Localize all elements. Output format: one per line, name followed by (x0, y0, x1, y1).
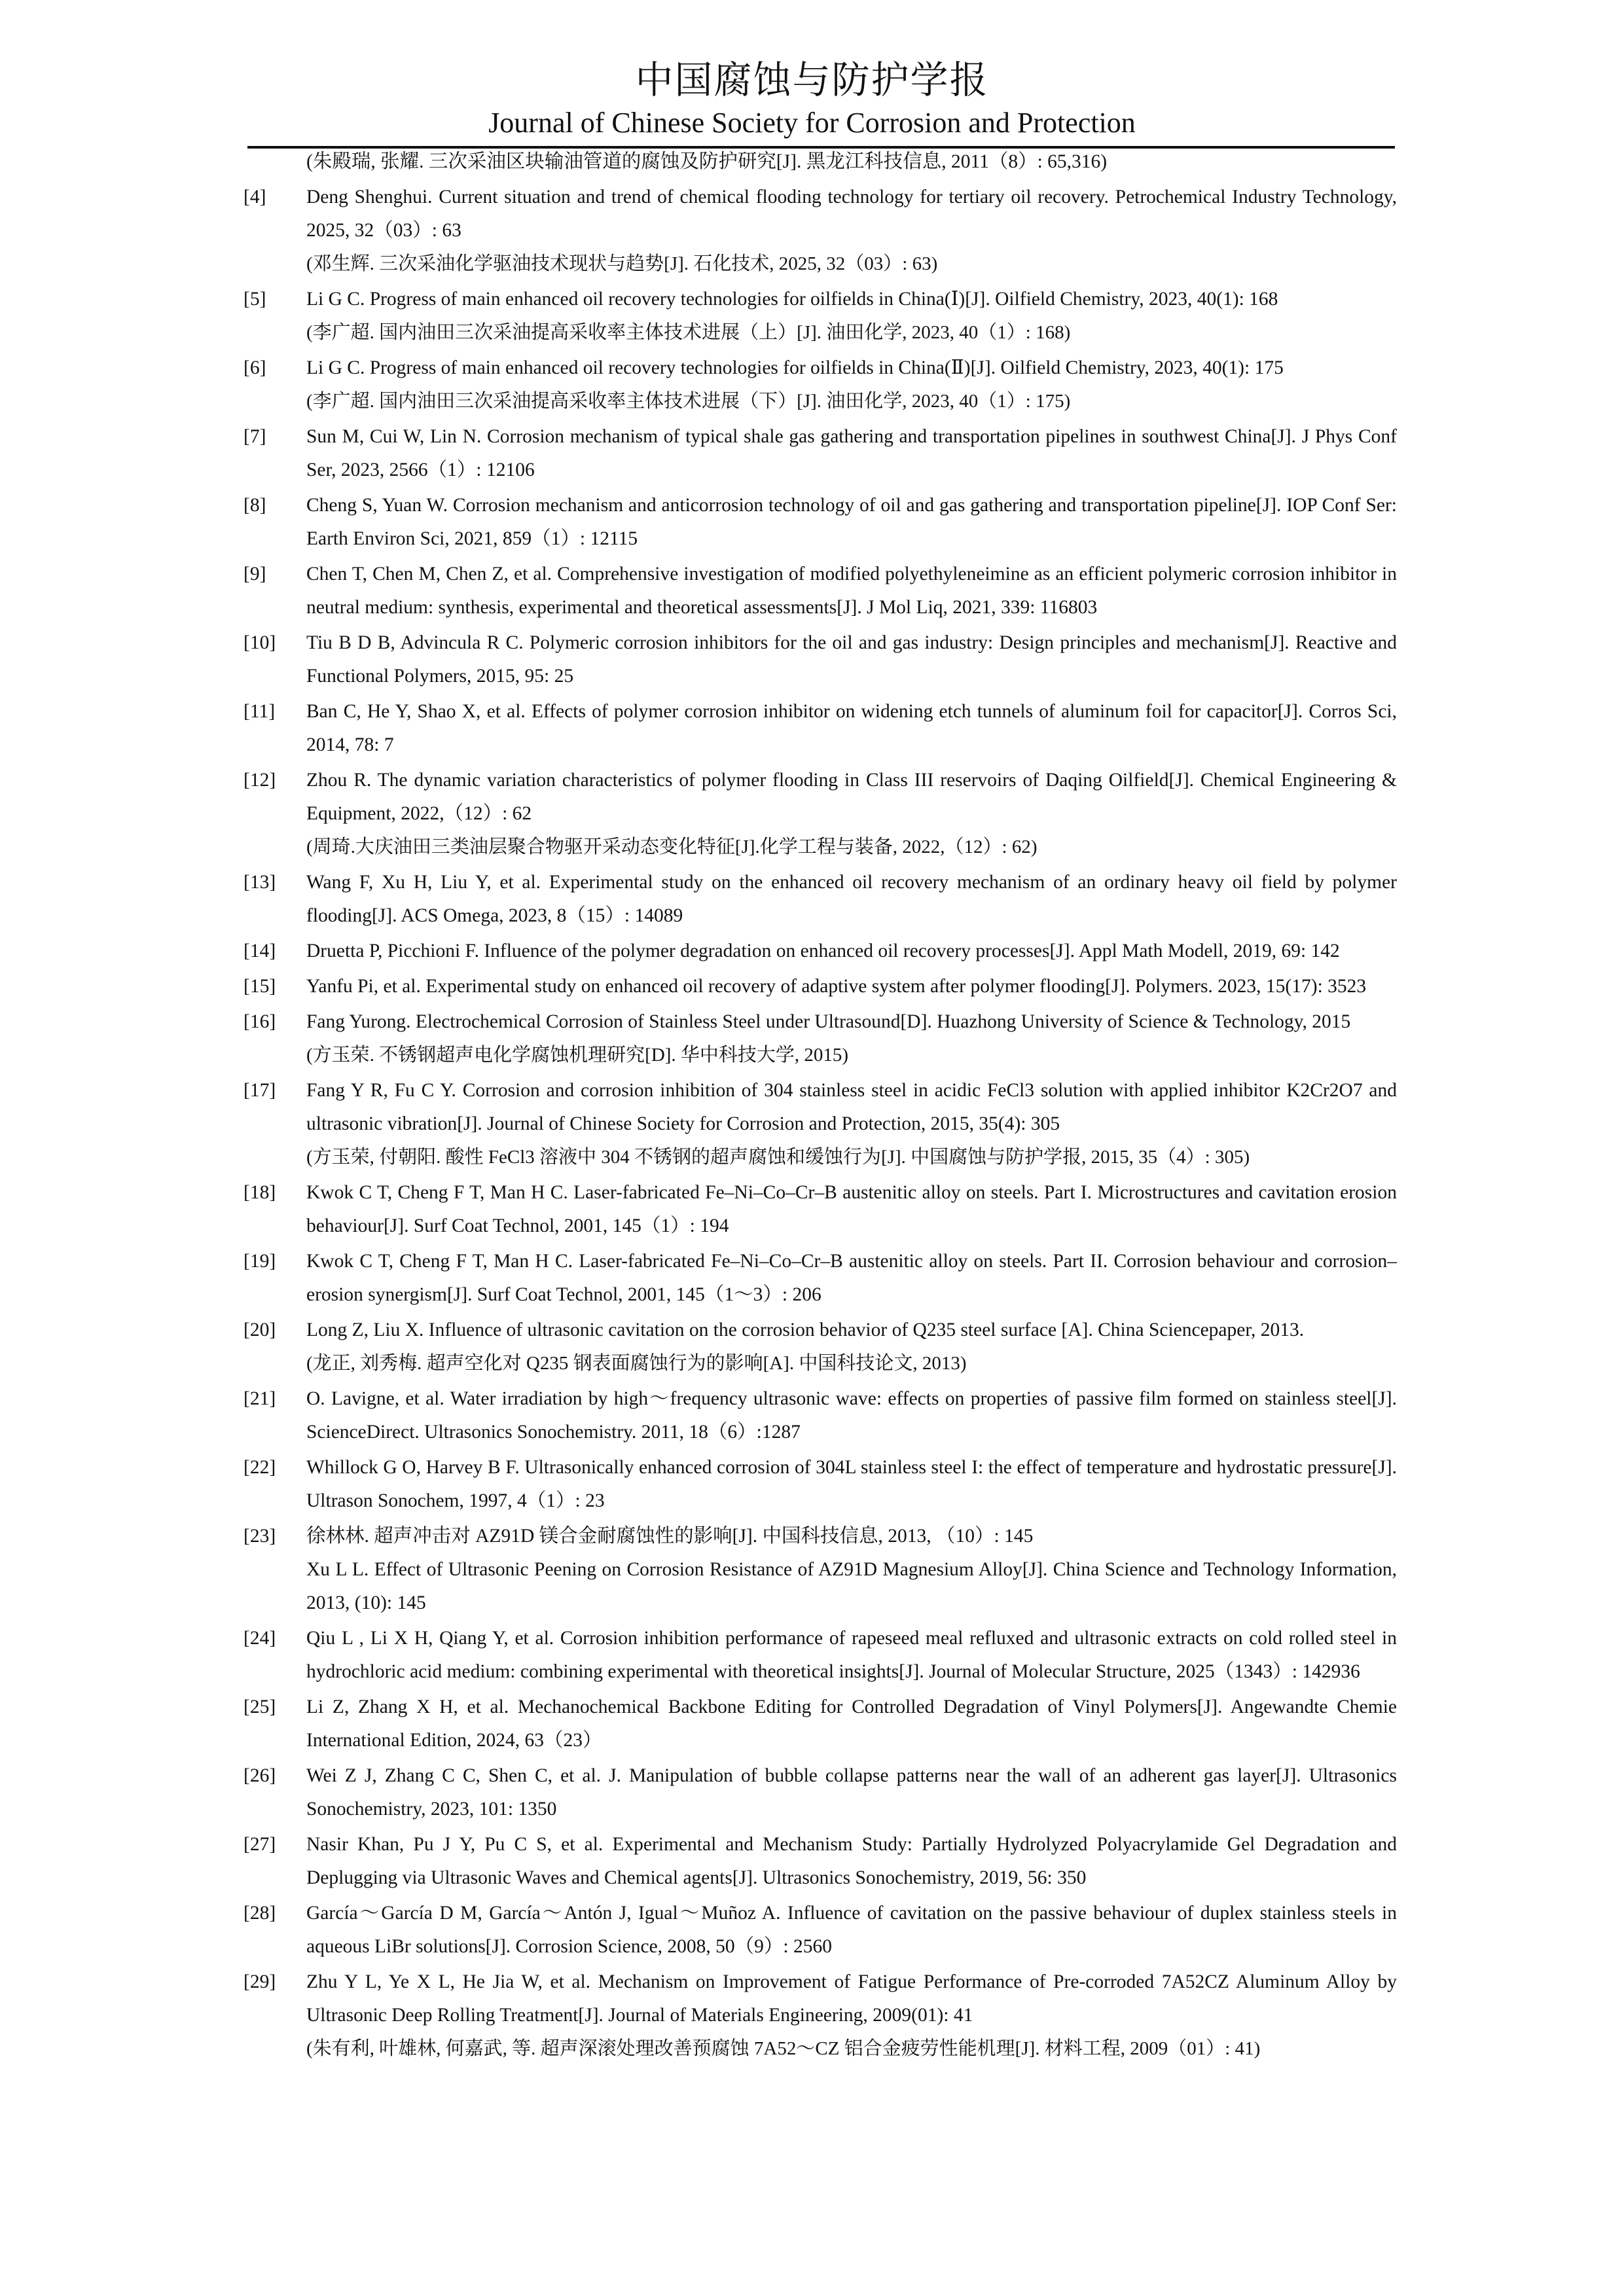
reference-chinese-citation: (李广超. 国内油田三次采油提高采收率主体技术进展（上）[J]. 油田化学, 2023, 40（1）: 168) (306, 322, 1071, 343)
reference-item (244, 1520, 1397, 1620)
reference-item (244, 283, 1397, 350)
reference-number: [27] (244, 1834, 276, 1855)
reference-body (306, 489, 1397, 556)
reference-number: [13] (244, 872, 276, 893)
reference-body (306, 1897, 1397, 1964)
reference-body (306, 420, 1397, 487)
reference-chinese-citation: (龙正, 刘秀梅. 超声空化对 Q235 钢表面腐蚀行为的影响[A]. 中国科技论文, 2013) (306, 1353, 967, 1374)
reference-body (306, 1382, 1397, 1449)
reference-body (306, 1314, 1397, 1380)
reference-body (306, 1828, 1397, 1895)
reference-item (244, 1965, 1397, 2066)
reference-text: Chen T, Chen M, Chen Z, et al. Comprehensive investigation of modified polyethyleneimine as an efficient polymeric corrosion inhibitor in neutral medium: synthesis, experimental and theoretical assessments[J]. J Mol Liq, 2021, 339: 116803 (306, 564, 1397, 618)
reference-number: [21] (244, 1388, 276, 1409)
reference-text: Whillock G O, Harvey B F. Ultrasonically enhanced corrosion of 304L stainless steel I: the effect of temperature and hydrostatic pressure[J]. Ultrason Sonochem, 1997, 4（1）: 23 (306, 1457, 1397, 1511)
reference-item (244, 1245, 1397, 1312)
reference-body (306, 764, 1397, 864)
reference-item (244, 1897, 1397, 1964)
reference-number: [14] (244, 941, 276, 961)
reference-text: Li G C. Progress of main enhanced oil recovery technologies for oilfields in China(Ⅱ)[J]. Oilfield Chemistry, 2023, 40(1): 175 (306, 357, 1284, 378)
reference-number: [18] (244, 1182, 276, 1203)
reference-item (244, 866, 1397, 933)
reference-item (244, 935, 1397, 968)
reference-item (244, 1176, 1397, 1243)
reference-text: Long Z, Liu X. Influence of ultrasonic cavitation on the corrosion behavior of Q235 steel surface [A]. China Sciencepaper, 2013. (306, 1319, 1305, 1340)
reference-number: [6] (244, 357, 266, 378)
reference-text: Tiu B D B, Advincula R C. Polymeric corrosion inhibitors for the oil and gas industry: Design principles and mechanism[J]. Reactive and Functional Polymers, 2015, 95: 25 (306, 632, 1397, 687)
reference-number: [7] (244, 426, 266, 447)
reference-body (306, 1176, 1397, 1243)
reference-body (306, 1691, 1397, 1757)
reference-body (306, 1622, 1397, 1689)
reference-text: 徐林林. 超声冲击对 AZ91D 镁合金耐腐蚀性的影响[J]. 中国科技信息, 2013, （10）: 145 (306, 1526, 1034, 1547)
reference-text: Yanfu Pi, et al. Experimental study on enhanced oil recovery of adaptive system after polymer flooding[J]. Polymers. 2023, 15(17): 3523 (306, 976, 1367, 997)
reference-continuation-text: (朱殿瑞, 张耀. 三次采油区块输油管道的腐蚀及防护研究[J]. 黑龙江科技信息, 2011（8）: 65,316) (306, 151, 1108, 172)
reference-text: Li G C. Progress of main enhanced oil recovery technologies for oilfields in China(Ⅰ)[J]. Oilfield Chemistry, 2023, 40(1): 168 (306, 289, 1278, 310)
reference-body (306, 970, 1397, 1003)
reference-body (306, 866, 1397, 933)
reference-text: Qiu L , Li X H, Qiang Y, et al. Corrosion inhibition performance of rapeseed meal refluxed and ultrasonic extracts on cold rolled steel in hydrochloric acid medium: combining experimental with theoretical insights[J]. Journal of Molecular Structure, 2025（1343）: 142936 (306, 1628, 1397, 1682)
reference-item (244, 1828, 1397, 1895)
reference-item (244, 695, 1397, 762)
reference-number: [24] (244, 1628, 276, 1649)
reference-number: [8] (244, 495, 266, 516)
reference-text: Zhou R. The dynamic variation characteristics of polymer flooding in Class III reservoirs of Daqing Oilfield[J]. Chemical Engineering & Equipment, 2022,（12）: 62 (306, 770, 1397, 824)
reference-text: García～García D M, García～Antón J, Igual～Muñoz A. Influence of cavitation on the passive behaviour of duplex stainless steels in aqueous LiBr solutions[J]. Corrosion Science, 2008, 50（9）: 2560 (306, 1903, 1397, 1957)
reference-body (306, 1965, 1397, 2066)
reference-body (306, 1759, 1397, 1826)
reference-chinese-citation: (李广超. 国内油田三次采油提高采收率主体技术进展（下）[J]. 油田化学, 2023, 40（1）: 175) (306, 391, 1071, 412)
reference-chinese-citation: (周琦.大庆油田三类油层聚合物驱开采动态变化特征[J].化学工程与装备, 2022,（12）: 62) (306, 836, 1038, 857)
reference-body (306, 283, 1397, 350)
reference-text: Fang Yurong. Electrochemical Corrosion of Stainless Steel under Ultrasound[D]. Huazhong University of Science & Technology, 2015 (306, 1011, 1351, 1032)
reference-body (306, 351, 1397, 418)
reference-number: [10] (244, 632, 276, 653)
reference-continuation (244, 145, 1397, 179)
journal-title-en: Journal of Chinese Society for Corrosion and Protection (488, 107, 1136, 139)
reference-text: Druetta P, Picchioni F. Influence of the polymer degradation on enhanced oil recovery processes[J]. Appl Math Modell, 2019, 69: 142 (306, 941, 1340, 961)
reference-body (306, 935, 1397, 968)
reference-body (306, 1520, 1397, 1620)
reference-chinese-citation: (方玉荣, 付朝阳. 酸性 FeCl3 溶液中 304 不锈钢的超声腐蚀和缓蚀行为[J]. 中国腐蚀与防护学报, 2015, 35（4）: 305) (306, 1147, 1250, 1168)
reference-item (244, 1074, 1397, 1174)
reference-item (244, 489, 1397, 556)
reference-number: [16] (244, 1011, 276, 1032)
reference-body (306, 558, 1397, 624)
reference-number: [26] (244, 1765, 276, 1786)
reference-number: [15] (244, 976, 276, 997)
reference-number: [22] (244, 1457, 276, 1478)
reference-number: [5] (244, 289, 266, 310)
reference-number: [12] (244, 770, 276, 791)
reference-body (306, 626, 1397, 693)
reference-number: [9] (244, 564, 266, 584)
reference-item (244, 970, 1397, 1003)
reference-list (244, 145, 1397, 2068)
reference-text: Kwok C T, Cheng F T, Man H C. Laser-fabricated Fe–Ni–Co–Cr–B austenitic alloy on steels. Part II. Corrosion behaviour and corrosion–erosion synergism[J]. Surf Coat Technol, 2001, 145（1～3）: 206 (306, 1251, 1397, 1305)
reference-body (306, 181, 1397, 281)
reference-number: [23] (244, 1526, 276, 1547)
reference-chinese-citation: (方玉荣. 不锈钢超声电化学腐蚀机理研究[D]. 华中科技大学, 2015) (306, 1045, 849, 1066)
reference-items (244, 181, 1397, 2066)
reference-body (306, 1245, 1397, 1312)
reference-item (244, 1451, 1397, 1518)
reference-item (244, 558, 1397, 624)
reference-body (306, 1005, 1397, 1072)
reference-text: O. Lavigne, et al. Water irradiation by high～frequency ultrasonic wave: effects on properties of passive film formed on stainless steel[J]. ScienceDirect. Ultrasonics Sonochemistry. 2011, 18（6）:1287 (306, 1388, 1397, 1443)
reference-body (306, 695, 1397, 762)
reference-item (244, 626, 1397, 693)
reference-item (244, 1314, 1397, 1380)
reference-item (244, 351, 1397, 418)
reference-item (244, 1622, 1397, 1689)
reference-number: [28] (244, 1903, 276, 1924)
reference-text: Fang Y R, Fu C Y. Corrosion and corrosion inhibition of 304 stainless steel in acidic FeCl3 solution with applied inhibitor K2Cr2O7 and ultrasonic vibration[J]. Journal of Chinese Society for Corrosion and Protection, 2015, 35(4): 305 (306, 1080, 1397, 1134)
reference-text: Nasir Khan, Pu J Y, Pu C S, et al. Experimental and Mechanism Study: Partially Hydrolyzed Polyacrylamide Gel Degradation and Deplugging via Ultrasonic Waves and Chemical agents[J]. Ultrasonics Sonochemistry, 2019, 56: 350 (306, 1834, 1397, 1888)
reference-number: [17] (244, 1080, 276, 1101)
reference-text: Ban C, He Y, Shao X, et al. Effects of polymer corrosion inhibitor on widening etch tunnels of aluminum foil for capacitor[J]. Corros Sci, 2014, 78: 7 (306, 701, 1397, 755)
reference-text: Li Z, Zhang X H, et al. Mechanochemical Backbone Editing for Controlled Degradation of Vinyl Polymers[J]. Angewandte Chemie International Edition, 2024, 63（23） (306, 1696, 1397, 1751)
reference-number: [29] (244, 1971, 276, 1992)
reference-body (306, 1451, 1397, 1518)
reference-number: [20] (244, 1319, 276, 1340)
reference-body (306, 1074, 1397, 1174)
reference-item (244, 420, 1397, 487)
reference-number: [25] (244, 1696, 276, 1717)
reference-text: Zhu Y L, Ye X L, He Jia W, et al. Mechanism on Improvement of Fatigue Performance of Pre-corroded 7A52CZ Aluminum Alloy by Ultrasonic Deep Rolling Treatment[J]. Journal of Materials Engineering, 2009(01): 41 (306, 1971, 1397, 2026)
reference-item (244, 181, 1397, 281)
reference-number: [11] (244, 701, 276, 722)
journal-title-cn: 中国腐蚀与防护学报 (635, 58, 989, 102)
reference-number: [19] (244, 1251, 276, 1272)
reference-item (244, 1005, 1397, 1072)
reference-number: [4] (244, 187, 266, 207)
reference-text: Kwok C T, Cheng F T, Man H C. Laser-fabricated Fe–Ni–Co–Cr–B austenitic alloy on steels. Part I. Microstructures and cavitation erosion behaviour[J]. Surf Coat Technol, 2001, 145（1）: 194 (306, 1182, 1397, 1236)
reference-item (244, 1382, 1397, 1449)
reference-text: Wang F, Xu H, Liu Y, et al. Experimental study on the enhanced oil recovery mechanism of an ordinary heavy oil field by polymer flooding[J]. ACS Omega, 2023, 8（15）: 14089 (306, 872, 1397, 926)
reference-text: Wei Z J, Zhang C C, Shen C, et al. J. Manipulation of bubble collapse patterns near the wall of an adherent gas layer[J]. Ultrasonics Sonochemistry, 2023, 101: 1350 (306, 1765, 1397, 1820)
journal-header (0, 56, 1624, 141)
reference-text: Sun M, Cui W, Lin N. Corrosion mechanism of typical shale gas gathering and transportation pipelines in southwest China[J]. J Phys Conf Ser, 2023, 2566（1）: 12106 (306, 426, 1397, 480)
reference-chinese-citation: (朱有利, 叶雄林, 何嘉武, 等. 超声深滚处理改善预腐蚀 7A52～CZ 铝合金疲劳性能机理[J]. 材料工程, 2009（01）: 41) (306, 2038, 1261, 2059)
reference-text: Deng Shenghui. Current situation and trend of chemical flooding technology for tertiary oil recovery. Petrochemical Industry Technology, 2025, 32（03）: 63 (306, 187, 1397, 241)
reference-item (244, 1759, 1397, 1826)
reference-item (244, 1691, 1397, 1757)
reference-item (244, 764, 1397, 864)
reference-text-translation: Xu L L. Effect of Ultrasonic Peening on Corrosion Resistance of AZ91D Magnesium Alloy[J]. China Science and Technology Information, 2013, (10): 145 (306, 1559, 1397, 1613)
reference-text: Cheng S, Yuan W. Corrosion mechanism and anticorrosion technology of oil and gas gathering and transportation pipeline[J]. IOP Conf Ser: Earth Environ Sci, 2021, 859（1）: 12115 (306, 495, 1397, 549)
reference-chinese-citation: (邓生辉. 三次采油化学驱油技术现状与趋势[J]. 石化技术, 2025, 32（03）: 63) (306, 253, 938, 274)
